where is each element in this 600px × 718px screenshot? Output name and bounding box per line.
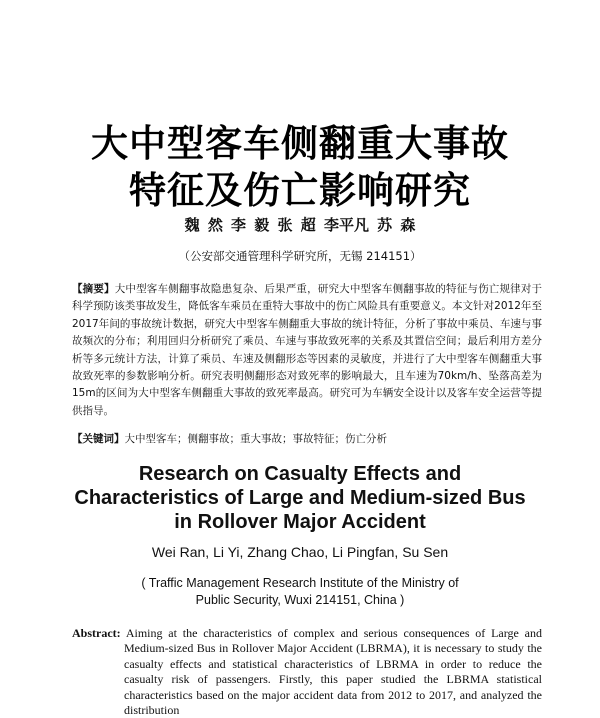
english-abstract-body [72,626,542,718]
english-abstract-text: Aiming at the characteristics of complex and serious consequences of Large and Medium-sized Bus in Rollover Major Accident (LBRMA), it is necessary to study the casualty effects and statistical characteristics of LBRMA in order to reduce the casualty risk of passengers. Firstly, this paper studied the LBRMA statistical characteristics based on the major accident data from 2012 to 2017, and analyzed the distribution [124,626,542,718]
chinese-authors: 魏 然 李 毅 张 超 李平凡 苏 森 [184,216,416,234]
chinese-keywords-label: 【关键词】 [72,433,125,445]
chinese-abstract-text: 大中型客车侧翻事故隐患复杂、后果严重，研究大中型客车侧翻事故的特征与伤亡规律对于科学预防该类事故发生，降低客车乘员在重特大事故中的伤亡风险具有重要意义。本文针对2012年至2017年间的事故统计数据，研究大中型客车侧翻重大事故的统计特征，分析了事故中乘员、车速与事故频次的分布；利用回归分析研究了乘员、车速与事故致死率的关系及其置信空间；最后利用方差分析等多元统计方法，计算了乘员、车速及侧翻形态等因素的灵敏度，并进行了大中型客车侧翻重大事故致死率的参数影响分析。研究表明侧翻形态对致死率的影响最大，且车速为70km/h、坠落高差为15m的区间为大中型客车侧翻重大事故的致死率最高。研究可为车辆安全设计以及客车安全运营等提供指导。 [72,283,543,417]
chinese-abstract-label: 【摘要】 [72,283,115,295]
english-title-line-3: in Rollover Major Accident [174,511,426,533]
english-authors: Wei Ran, Li Yi, Zhang Chao, Li Pingfan, Su Sen [151,544,449,560]
chinese-keywords [72,431,542,446]
english-title-line-1: Research on Casualty Effects and [138,463,462,485]
chinese-title-line-1: 大中型客车侧翻重大事故 [91,121,509,165]
chinese-affiliation: （公安部交通管理科学研究所，无锡 214151） [178,249,422,263]
english-abstract [72,626,542,718]
english-abstract-label: Abstract: [72,626,121,640]
english-affiliation-line-1: ( Traffic Management Research Institute of the Ministry of [141,576,459,590]
chinese-abstract [72,281,542,420]
english-title-line-2: Characteristics of Large and Medium-sized Bus [74,487,526,509]
chinese-title-line-2: 特征及伤亡影响研究 [129,168,471,212]
chinese-keywords-text: 大中型客车；侧翻事故；重大事故；事故特征；伤亡分析 [124,433,387,445]
english-affiliation-line-2: Public Security, Wuxi 214151, China ) [195,593,405,607]
